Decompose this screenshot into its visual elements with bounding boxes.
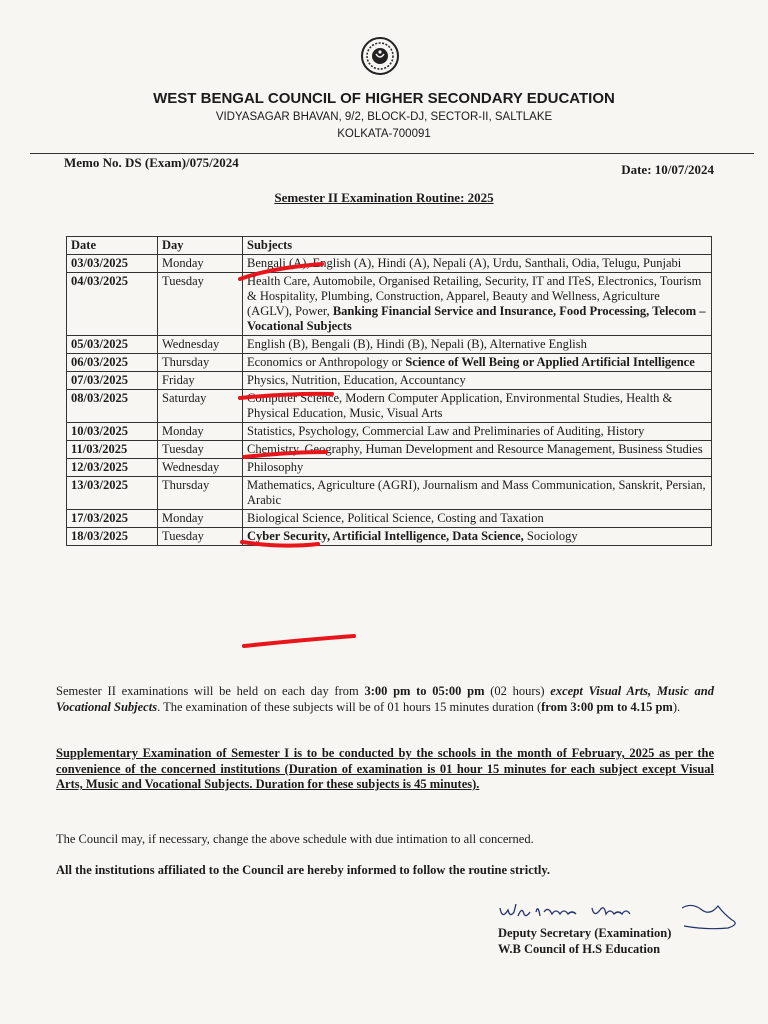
row-day: Friday <box>158 372 243 390</box>
row-date: 08/03/2025 <box>67 390 158 423</box>
signatory-title: Deputy Secretary (Examination) <box>498 926 672 940</box>
row-day: Thursday <box>158 477 243 510</box>
row-day: Saturday <box>158 390 243 423</box>
timing-note-text: Semester II examinations will be held on each day from <box>56 684 365 698</box>
table-row <box>67 273 712 336</box>
red-underline-biology <box>244 636 354 646</box>
row-date: 18/03/2025 <box>67 528 158 546</box>
row-subjects <box>243 336 712 354</box>
table-row <box>67 354 712 372</box>
routine-title: Semester II Examination Routine: 2025 <box>274 190 494 205</box>
table-row <box>67 423 712 441</box>
row-subjects <box>243 528 712 546</box>
address-line2: KOLKATA-700091 <box>337 128 431 140</box>
row-subjects <box>243 354 712 372</box>
row-date: 04/03/2025 <box>67 273 158 336</box>
row-subjects <box>243 372 712 390</box>
subjects-text: Sociology <box>526 529 578 543</box>
timing-note-text: (02 hours) <box>484 684 551 698</box>
row-date: 10/03/2025 <box>67 423 158 441</box>
row-day: Tuesday <box>158 528 243 546</box>
routine-body <box>67 255 712 546</box>
row-subjects <box>243 459 712 477</box>
supplementary-note: Supplementary Examination of Semester I is to be conducted by the schools in the month of February, 2025 as per the convenience of the concerned institutions (Duration of examination is 01 hour 15 minutes for each subject except Visual Arts, Music and Vocational Subjects. Duration for these subjects is 45 minutes). <box>56 746 714 791</box>
table-row <box>67 372 712 390</box>
row-subjects <box>243 477 712 510</box>
subjects-text: Physics, Nutrition, Education, Accountancy <box>247 373 466 387</box>
row-date: 07/03/2025 <box>67 372 158 390</box>
memo-date: Date: 10/07/2024 <box>621 162 714 177</box>
signatory-office: W.B Council of H.S Education <box>498 942 661 956</box>
row-subjects <box>243 390 712 423</box>
table-row <box>67 441 712 459</box>
subjects-text: Chemistry, Geography, Human Development and Resource Management, Business Studies <box>247 442 703 456</box>
table-row <box>67 255 712 273</box>
row-subjects <box>243 273 712 336</box>
table-row <box>67 459 712 477</box>
row-day: Thursday <box>158 354 243 372</box>
timing-note-exception: except Visual Arts, Music and Vocational Subjects <box>56 684 714 714</box>
subjects-text: English (B), Bengali (B), Hindi (B), Nepali (B), Alternative English <box>247 337 587 351</box>
council-seal-icon <box>360 36 400 76</box>
row-day: Tuesday <box>158 441 243 459</box>
row-day: Monday <box>158 255 243 273</box>
timing-note-text: . The examination of these subjects will be of 01 hours 15 minutes duration ( <box>157 699 542 714</box>
subjects-text: Philosophy <box>247 460 304 474</box>
table-row <box>67 390 712 423</box>
timing-note-duration: from 3:00 pm to 4.15 pm <box>541 699 673 714</box>
row-date: 03/03/2025 <box>67 255 158 273</box>
subjects-bold-text: Banking Financial Service and Insurance, Food Processing, Telecom – Vocational Subjects <box>247 304 706 333</box>
row-subjects <box>243 423 712 441</box>
subjects-bold-text: Science of Well Being or Applied Artificial Intelligence <box>405 355 695 369</box>
header-day: Day <box>158 237 243 255</box>
header-divider <box>30 153 754 154</box>
table-row <box>67 510 712 528</box>
table-row <box>67 528 712 546</box>
subjects-text: Computer Science, Modern Computer Application, Environmental Studies, Health & Physical Education, Music, Visual Arts <box>247 391 673 420</box>
row-day: Monday <box>158 510 243 528</box>
row-date: 06/03/2025 <box>67 354 158 372</box>
table-row <box>67 336 712 354</box>
row-date: 11/03/2025 <box>67 441 158 459</box>
org-name: WEST BENGAL COUNCIL OF HIGHER SECONDARY EDUCATION <box>153 90 615 107</box>
row-day: Tuesday <box>158 273 243 336</box>
timing-note <box>56 684 714 715</box>
row-date: 12/03/2025 <box>67 459 158 477</box>
subjects-text: Biological Science, Political Science, Costing and Taxation <box>247 511 544 525</box>
row-date: 05/03/2025 <box>67 336 158 354</box>
routine-table <box>66 236 712 546</box>
subjects-text: Statistics, Psychology, Commercial Law and Preliminaries of Auditing, History <box>247 424 645 438</box>
row-day: Wednesday <box>158 459 243 477</box>
row-subjects <box>243 441 712 459</box>
row-day: Monday <box>158 423 243 441</box>
timing-note-text: ). <box>672 699 681 714</box>
header-date: Date <box>67 237 158 255</box>
subjects-bold-text: Cyber Security, Artificial Intelligence, Data Science, <box>247 529 527 543</box>
table-header-row <box>67 237 712 255</box>
row-date: 13/03/2025 <box>67 477 158 510</box>
subjects-text: Mathematics, Agriculture (AGRI), Journalism and Mass Communication, Sanskrit, Persian, Arabic <box>247 478 706 507</box>
memo-number: Memo No. DS (Exam)/075/2024 <box>64 155 239 170</box>
schedule-change-note: The Council may, if necessary, change the above schedule with due intimation to all concerned. <box>56 832 534 846</box>
row-date: 17/03/2025 <box>67 510 158 528</box>
subjects-text: Health Care, Automobile, Organised Retailing, Security, IT and ITeS, Electronics, Tourism & Hospitality, Plumbing, Construction, Apparel, Beauty and Wellness, Agriculture (AGLV), Power, <box>247 274 702 318</box>
subjects-text: Bengali (A), English (A), Hindi (A), Nepali (A), Urdu, Santhali, Odia, Telugu, Punjabi <box>247 256 682 270</box>
address-line1: VIDYASAGAR BHAVAN, 9/2, BLOCK-DJ, SECTOR-II, SALTLAKE <box>215 111 553 123</box>
row-day: Wednesday <box>158 336 243 354</box>
row-subjects <box>243 510 712 528</box>
timing-note-time: 3:00 pm to 05:00 pm <box>364 684 485 698</box>
header-subjects: Subjects <box>243 237 712 255</box>
table-row <box>67 477 712 510</box>
row-subjects <box>243 255 712 273</box>
subjects-text: Economics or Anthropology or <box>247 355 406 369</box>
compliance-note: All the institutions affiliated to the Council are hereby informed to follow the routine strictly. <box>56 863 551 877</box>
